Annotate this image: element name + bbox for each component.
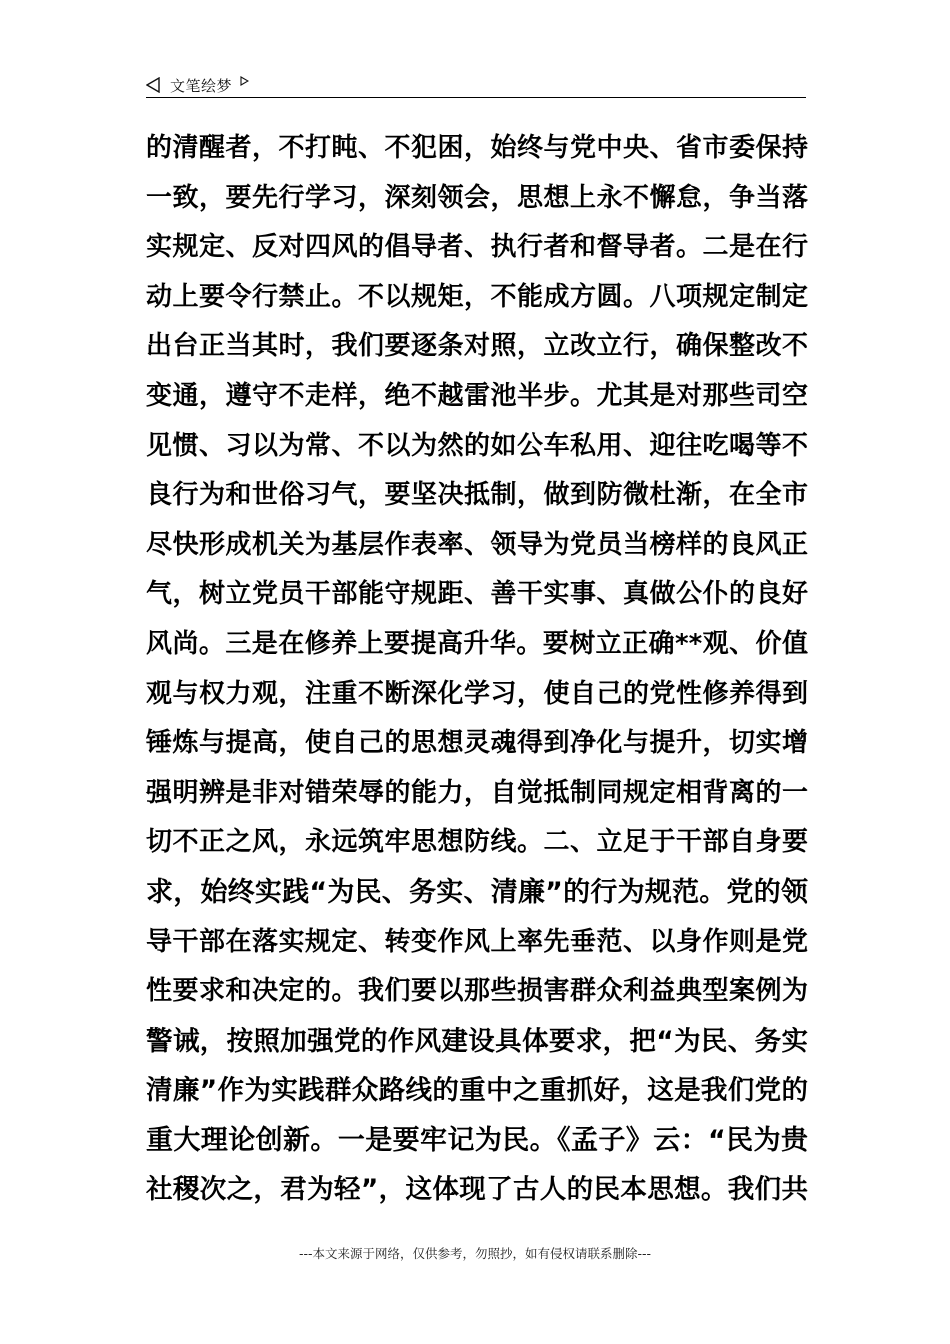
body-line: 清廉”作为实践群众路线的重中之重抓好，这是我们党的 <box>146 1075 808 1107</box>
body-line: 动上要令行禁止。不以规矩，不能成方圆。八项规定制定 <box>146 281 808 312</box>
body-line: 风尚。三是在修养上要提高升华。要树立正确**观、价值 <box>146 628 808 659</box>
body-line: 的清醒者，不打盹、不犯困，始终与党中央、省市委保持 <box>146 133 808 163</box>
body-line: 见惯、习以为常、不以为然的如公车私用、迎往吃喝等不 <box>146 430 808 461</box>
body-line: 锤炼与提高，使自己的思想灵魂得到净化与提升，切实增 <box>146 728 808 759</box>
header-title: 文笔绘梦 <box>170 76 233 95</box>
body-line: 实规定、反对四风的倡导者、执行者和督导者。二是在行 <box>146 232 808 263</box>
page-header <box>146 72 806 98</box>
body-line: 尽快形成机关为基层作表率、领导为党员当榜样的良风正 <box>146 529 808 560</box>
body-line: 导干部在落实规定、转变作风上率先垂范、以身作则是党 <box>146 926 808 957</box>
body-line: 出台正当其时，我们要逐条对照，立改立行，确保整改不 <box>146 331 808 362</box>
body-line: 求，始终实践“为民、务实、清廉”的行为规范。党的领 <box>146 876 808 908</box>
body-line: 强明辨是非对错荣辱的能力，自觉抵制同规定相背离的一 <box>146 777 808 808</box>
body-line: 一致，要先行学习，深刻领会，思想上永不懈怠，争当落 <box>146 182 808 213</box>
body-line: 气，树立党员干部能守规距、善干实事、真做公仆的良好 <box>146 579 808 610</box>
footer-disclaimer: ---本文来源于网络，仅供参考，勿照抄，如有侵权请联系删除--- <box>298 1246 652 1261</box>
body-line: 重大理论创新。一是要牢记为民。《孟子》云：“民为贵 <box>146 1124 808 1156</box>
header-divider <box>146 97 806 98</box>
body-line: 切不正之风，永远筑牢思想防线。二、立足于干部自身要 <box>146 827 808 858</box>
body-line: 良行为和世俗习气，要坚决抵制，做到防微杜渐，在全市 <box>146 480 808 511</box>
body-line: 警诫，按照加强党的作风建设具体要求，把“为民、务实 <box>146 1025 808 1057</box>
document-body <box>146 124 808 1215</box>
body-line: 性要求和决定的。我们要以那些损害群众利益典型案例为 <box>146 976 808 1007</box>
triangle-left-outline-icon <box>146 77 160 93</box>
body-line: 观与权力观，注重不断深化学习，使自己的党性修养得到 <box>146 678 808 709</box>
triangle-right-outline-icon <box>240 76 249 86</box>
body-line: 变通，遵守不走样，绝不越雷池半步。尤其是对那些司空 <box>146 380 808 411</box>
body-line: 社稷次之，君为轻”，这体现了古人的民本思想。我们共 <box>146 1174 808 1206</box>
